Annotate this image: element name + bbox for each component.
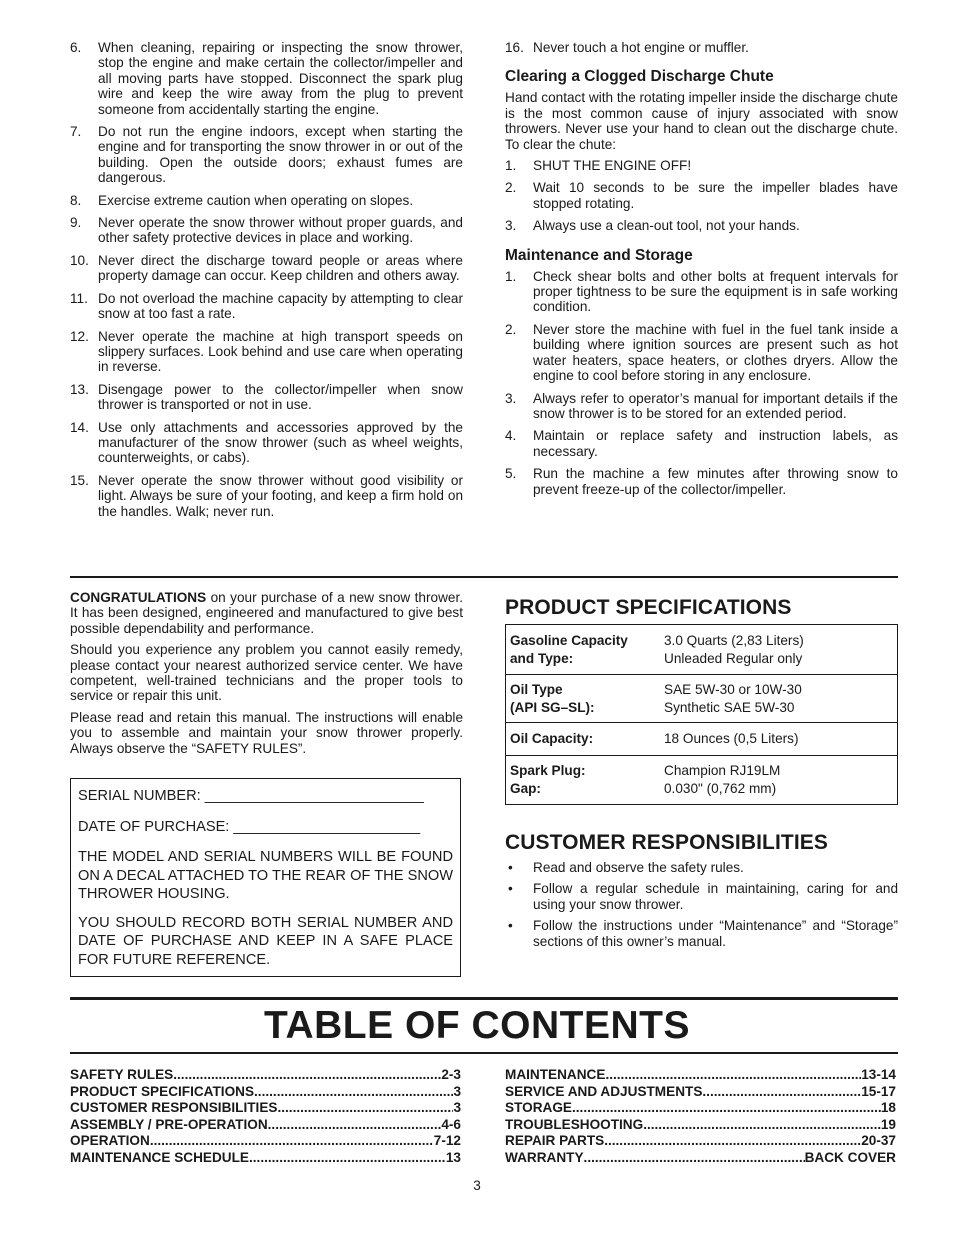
toc-top-rule [70,997,898,1000]
clogged-chute-heading: Clearing a Clogged Discharge Chute [505,68,774,86]
maintenance-storage-list [505,269,898,497]
list-item: 1. SHUT THE ENGINE OFF! [505,158,692,174]
list-item: 11. Do not overload the machine capacity by attempting to clear snow at too fast a rate. [70,290,463,322]
toc-right-column [505,1067,896,1166]
congratulations-lead: CONGRATULATIONS [70,590,207,605]
list-item: 10. Never direct the discharge toward people or areas where property damage can occur. Keep children and others away. [70,252,463,284]
customer-responsibilities-section [505,831,898,955]
list-item: 3. Always refer to operator’s manual for important details if the snow thrower is to be stored for an extended period. [505,390,898,421]
toc-title: TABLE OF CONTENTS [264,1004,690,1047]
table-row: Gasoline Capacity and Type: 3.0 Quarts (2,83 Liters) Unleaded Regular only [506,625,898,675]
toc-left-column [70,1067,461,1166]
congratulations-section [70,590,463,762]
list-item: • Read and observe the safety rules. [508,860,744,875]
toc-entry-storage[interactable]: STORAGE ..... 18 [505,1100,896,1117]
list-item: 13. Disengage power to the collector/impeller when snow thrower is transported or not in use. [70,381,463,413]
list-item: 12. Never operate the machine at high transport speeds on slippery surfaces. Look behind and use care when operating in reverse. [70,328,463,375]
customer-responsibilities-heading: CUSTOMER RESPONSIBILITIES [505,831,828,854]
safety-rules-list [70,40,463,519]
product-specifications-section [505,596,898,805]
maintenance-storage-heading: Maintenance and Storage [505,246,693,264]
toc-entry-maintenance[interactable]: MAINTENANCE ..... 13-14 [505,1067,896,1084]
serial-number-field[interactable]: SERIAL NUMBER: ___________________________ [78,788,424,804]
toc-entry-assembly[interactable]: ASSEMBLY / PRE-OPERATION ..... 4-6 [70,1117,461,1134]
toc-entry-repair-parts[interactable]: REPAIR PARTS ..... 20-37 [505,1133,896,1150]
service-paragraph: Should you experience any problem you cannot easily remedy, please contact your nearest authorized service center. We have competent, well-trained technicians and the proper tools to service or repair this unit. [70,642,463,704]
list-item: 5. Run the machine a few minutes after throwing snow to prevent freeze-up of the collector/impeller. [505,466,898,497]
safety-rules-right-column [505,40,898,504]
list-item: 2. Never store the machine with fuel in the fuel tank inside a building where ignition sources are present such as hot water heaters, space heaters, or clothes dryers. Allow the engine to cool before storing in any enclosure. [505,321,898,384]
list-item: • Follow a regular schedule in maintaining, caring for and using your snow thrower. [508,881,898,912]
table-row: Oil Type (API SG–SL): SAE 5W-30 or 10W-30 Synthetic SAE 5W-30 [506,675,898,723]
safety-rules-list-continued [505,40,898,55]
list-item: 14. Use only attachments and accessories approved by the manufacturer of the snow thrower (such as wheel weights, counterweights, or cabs). [70,419,463,466]
toc-entry-safety-rules[interactable]: SAFETY RULES ..... 2-3 [70,1067,461,1084]
model-number-note: THE MODEL AND SERIAL NUMBERS WILL BE FOUND ON A DECAL ATTACHED TO THE REAR OF THE SNOW THROWER HOUSING. [78,849,453,902]
toc-entry-maintenance-schedule[interactable]: MAINTENANCE SCHEDULE ..... 13 [70,1150,461,1167]
toc-bottom-rule [70,1052,898,1054]
table-row: Spark Plug: Gap: Champion RJ19LM 0.030" (0,762 mm) [506,756,898,805]
clogged-chute-steps [505,158,898,234]
toc-entry-troubleshooting[interactable]: TROUBLESHOOTING ..... 19 [505,1117,896,1134]
list-item: 6. When cleaning, repairing or inspecting the snow thrower, stop the engine and make certain the collector/impeller and all moving parts have stopped. Disconnect the spark plug wire and keep the wire away from the plug to prevent someone from accidentally starting the engine. [70,40,463,117]
toc-entry-warranty[interactable]: WARRANTY ..... BACK COVER [505,1150,896,1167]
retain-manual-paragraph: Please read and retain this manual. The instructions will enable you to assemble and maintain your snow thrower properly. Always observe the “SAFETY RULES”. [70,709,463,756]
list-item: 8. Exercise extreme caution when operating on slopes. [70,192,414,208]
toc-entry-operation[interactable]: OPERATION ..... 7-12 [70,1133,461,1150]
list-item: • Follow the instructions under “Maintenance” and “Storage” sections of this owner’s manual. [508,918,898,949]
specifications-table [505,624,898,805]
list-item: 9. Never operate the snow thrower without proper guards, and other safety protective devices in place and working. [70,215,463,246]
toc-entry-customer-responsibilities[interactable]: CUSTOMER RESPONSIBILITIES ..... 3 [70,1100,461,1117]
list-item: 15. Never operate the snow thrower without good visibility or light. Always be sure of your footing, and keep a firm hold on the handles. Walk; never run. [70,472,463,519]
congratulations-paragraph: CONGRATULATIONS on your purchase of a new snow thrower. It has been designed, engineered and manufactured to give best possible dependability and performance. [70,590,463,636]
date-of-purchase-field[interactable]: DATE OF PURCHASE: _______________________ [78,818,421,835]
clogged-chute-intro: Hand contact with the rotating impeller inside the discharge chute is the most common cause of injury associated with snow throwers. Never use your hand to clean out the discharge chute. To clear the chute: [505,90,898,152]
list-item: 1. Check shear bolts and other bolts at frequent intervals for proper tightness to be sure the equipment is in safe working condition. [505,268,898,315]
bullet-icon: • [508,918,513,934]
table-row: Oil Capacity: 18 Ounces (0,5 Liters) [506,723,898,756]
page-number: 3 [473,1178,481,1193]
customer-responsibilities-list [505,860,898,949]
bullet-icon: • [508,860,513,875]
record-box [70,778,461,977]
list-item: 4. Maintain or replace safety and instruction labels, as necessary. [505,428,898,459]
list-item: 3. Always use a clean-out tool, not your hands. [505,218,800,234]
product-specifications-heading: PRODUCT SPECIFICATIONS [505,596,792,619]
list-item: 2. Wait 10 seconds to be sure the impeller blades have stopped rotating. [505,180,898,211]
section-divider [70,576,898,578]
safety-rules-left-column [70,40,463,526]
toc-entry-product-specifications[interactable]: PRODUCT SPECIFICATIONS ..... 3 [70,1084,461,1101]
toc-entry-service-adjustments[interactable]: SERVICE AND ADJUSTMENTS ..... 15-17 [505,1084,896,1101]
list-item: 7. Do not run the engine indoors, except when starting the engine and for transporting the snow thrower in or out of the building. Open the outside doors; exhaust fumes are dangerous. [70,124,463,186]
list-item: 16. Never touch a hot engine or muffler. [505,40,749,55]
record-note: YOU SHOULD RECORD BOTH SERIAL NUMBER AND DATE OF PURCHASE AND KEEP IN A SAFE PLACE FOR FUTURE REFERENCE. [78,914,453,968]
bullet-icon: • [508,881,513,897]
